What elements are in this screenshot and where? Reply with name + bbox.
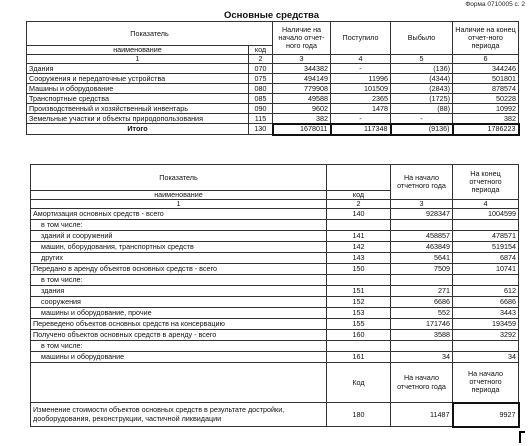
- row-end: 9927: [453, 403, 519, 427]
- header-naimenovanie: наименование: [31, 191, 327, 200]
- row-code: 155: [327, 319, 391, 330]
- total-row: [27, 124, 519, 135]
- row-end: 1004599: [453, 209, 519, 220]
- row-begin: 458857: [391, 231, 453, 242]
- row-code: 142: [327, 242, 391, 253]
- row-end: 501801: [453, 74, 519, 84]
- row-out: (136): [391, 64, 453, 74]
- col-number: 1: [27, 55, 249, 64]
- table-row: [27, 94, 519, 104]
- header-kod: код: [249, 46, 273, 55]
- cursor-mark: [519, 431, 525, 443]
- row-begin: 382: [273, 114, 331, 124]
- row-end: 10741: [453, 264, 519, 275]
- row-begin: 49588: [273, 94, 331, 104]
- row-name: зданий и сооружений: [31, 231, 327, 242]
- row-begin: 5641: [391, 253, 453, 264]
- table-row: [27, 74, 519, 84]
- row-end: 6874: [453, 253, 519, 264]
- table-row: [31, 253, 519, 264]
- row-name: Передано в аренду объектов основных средств - всего: [31, 264, 327, 275]
- col-number: 6: [453, 55, 519, 64]
- row-code: 090: [249, 104, 273, 114]
- row-out: (2843): [391, 84, 453, 94]
- row-begin: 3588: [391, 330, 453, 341]
- fixed-assets-table: [26, 21, 520, 136]
- row-name: Переведено объектов основных средств на консервацию: [31, 319, 327, 330]
- col-number: 4: [453, 200, 519, 209]
- row-code: 143: [327, 253, 391, 264]
- row-end: 3292: [453, 330, 519, 341]
- row-begin: 171746: [391, 319, 453, 330]
- row-code: 141: [327, 231, 391, 242]
- row-begin: 779908: [273, 84, 331, 94]
- row-begin: [391, 275, 453, 286]
- row-code: 161: [327, 352, 391, 363]
- row-code: 153: [327, 308, 391, 319]
- row-in: -: [331, 114, 391, 124]
- header-naimenovanie: наименование: [27, 46, 249, 55]
- row-name: Амортизация основных средств - всего: [31, 209, 327, 220]
- row-end: 3443: [453, 308, 519, 319]
- row-begin: [391, 220, 453, 231]
- header-kod: код: [327, 191, 391, 200]
- row-name: Земельные участки и объекты природопользования: [27, 114, 249, 124]
- table-row: [31, 319, 519, 330]
- header-out: Выбыло: [391, 22, 453, 55]
- table-row: [27, 64, 519, 74]
- total-begin: 1678011: [273, 124, 331, 135]
- row-end: 10992: [453, 104, 519, 114]
- table-row: [31, 297, 519, 308]
- row-end: [453, 275, 519, 286]
- row-begin: 11487: [391, 403, 453, 427]
- row-name: Получено объектов основных средств в аренду - всего: [31, 330, 327, 341]
- row-end: 478571: [453, 231, 519, 242]
- row-name: здания: [31, 286, 327, 297]
- table-row: [27, 104, 519, 114]
- col-number: 4: [331, 55, 391, 64]
- col-number: 2: [327, 200, 391, 209]
- total-code: 130: [249, 124, 273, 135]
- row-name: машины и оборудование: [31, 352, 327, 363]
- row-code: 160: [327, 330, 391, 341]
- depreciation-table: [30, 164, 520, 428]
- row-name: машины и оборудование, прочие: [31, 308, 327, 319]
- row-end: 519154: [453, 242, 519, 253]
- row-name: в том числе:: [31, 220, 327, 231]
- table-row: [31, 286, 519, 297]
- row-end: 344246: [453, 64, 519, 74]
- sub-header-kod: Код: [327, 363, 391, 403]
- row-name: Производственный и хозяйственный инвентарь: [27, 104, 249, 114]
- row-end: 34: [453, 352, 519, 363]
- row-code: 152: [327, 297, 391, 308]
- row-name: Машины и оборудование: [27, 84, 249, 94]
- col-number: 1: [31, 200, 327, 209]
- row-begin: 494149: [273, 74, 331, 84]
- header-end: На конец отчетного периода: [453, 165, 519, 200]
- row-begin: 7509: [391, 264, 453, 275]
- header-end: Наличие на конец отчет-ного периода: [453, 22, 519, 55]
- sub-header-end: На начало отчетного периода: [453, 363, 519, 403]
- header-pokazatel: Показатель: [27, 22, 273, 46]
- row-begin: 928347: [391, 209, 453, 220]
- row-out: (1725): [391, 94, 453, 104]
- row-name: Транспортные средства: [27, 94, 249, 104]
- row-out: (88): [391, 104, 453, 114]
- row-out: -: [391, 114, 453, 124]
- row-code: 151: [327, 286, 391, 297]
- row-end: 193459: [453, 319, 519, 330]
- row-code: 085: [249, 94, 273, 104]
- table-row: [27, 84, 519, 94]
- row-end: [453, 341, 519, 352]
- row-out: (4344): [391, 74, 453, 84]
- row-name: других: [31, 253, 327, 264]
- row-end: 50228: [453, 94, 519, 104]
- table-row: [31, 308, 519, 319]
- row-name: Изменение стоимости объектов основных средств в результате достройки, дооборудования, реконструкции, частичной ликвидации: [31, 403, 327, 427]
- row-code: [327, 275, 391, 286]
- row-name: в том числе:: [31, 275, 327, 286]
- row-name: в том числе:: [31, 341, 327, 352]
- sub-header-row: [31, 363, 519, 403]
- row-code: [327, 220, 391, 231]
- table-row: [31, 220, 519, 231]
- row-in: 2365: [331, 94, 391, 104]
- header-begin: На начало отчетного года: [391, 165, 453, 200]
- total-in: 117348: [331, 124, 391, 135]
- row-end: 878574: [453, 84, 519, 94]
- table-row: [31, 275, 519, 286]
- row-code: 070: [249, 64, 273, 74]
- row-code: 115: [249, 114, 273, 124]
- table-row: [31, 264, 519, 275]
- row-code: 075: [249, 74, 273, 84]
- row-code: 150: [327, 264, 391, 275]
- table-row: [31, 209, 519, 220]
- row-code: 140: [327, 209, 391, 220]
- form-label: Форма 0710005 с. 2: [465, 1, 525, 8]
- row-in: 101509: [331, 84, 391, 94]
- header-in: Поступило: [331, 22, 391, 55]
- total-end: 1786223: [453, 124, 519, 135]
- col-number: 2: [249, 55, 273, 64]
- row-begin: 463849: [391, 242, 453, 253]
- row-code: 080: [249, 84, 273, 94]
- row-end: 6686: [453, 297, 519, 308]
- row-begin: 9602: [273, 104, 331, 114]
- table-row: [27, 114, 519, 124]
- table-row: [31, 242, 519, 253]
- row-code: 180: [327, 403, 391, 427]
- row-name: машин, оборудования, транспортных средств: [31, 242, 327, 253]
- sub-header-begin: На начало отчетного года: [391, 363, 453, 403]
- row-begin: 344382: [273, 64, 331, 74]
- row-code: [327, 341, 391, 352]
- row-begin: [391, 341, 453, 352]
- page-title: Основные средства: [224, 10, 320, 21]
- table-row: [31, 341, 519, 352]
- header-begin: Наличие на начало отчет-ного года: [273, 22, 331, 55]
- table-row: [31, 403, 519, 427]
- table-row: [31, 352, 519, 363]
- col-number: 3: [391, 200, 453, 209]
- table-row: [31, 231, 519, 242]
- row-name: Здания: [27, 64, 249, 74]
- row-end: 612: [453, 286, 519, 297]
- row-end: [453, 220, 519, 231]
- total-out: (9136): [391, 124, 453, 135]
- row-in: 1478: [331, 104, 391, 114]
- row-begin: 552: [391, 308, 453, 319]
- row-in: 11996: [331, 74, 391, 84]
- row-in: -: [331, 64, 391, 74]
- header-pokazatel: Показатель: [31, 165, 327, 191]
- row-end: 382: [453, 114, 519, 124]
- col-number: 3: [273, 55, 331, 64]
- total-name: Итого: [27, 124, 249, 135]
- table-row: [31, 330, 519, 341]
- row-begin: 34: [391, 352, 453, 363]
- col-number: 5: [391, 55, 453, 64]
- row-begin: 6686: [391, 297, 453, 308]
- row-name: Сооружения и передаточные устройства: [27, 74, 249, 84]
- row-name: сооружения: [31, 297, 327, 308]
- row-begin: 271: [391, 286, 453, 297]
